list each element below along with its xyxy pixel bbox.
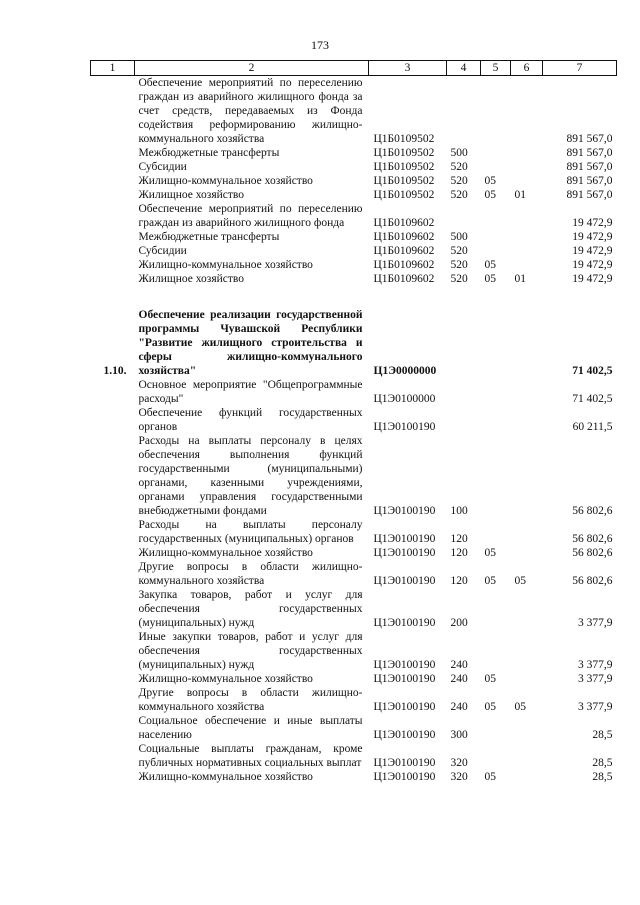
row-name: Межбюджетные трансферты	[138, 147, 280, 159]
amount: 3 377,9	[578, 659, 613, 671]
section	[481, 714, 511, 742]
subsection	[511, 546, 543, 560]
row-name: Другие вопросы в области жилищно-коммунального хозяйства	[138, 687, 363, 713]
row-number	[91, 714, 135, 742]
section	[481, 434, 511, 518]
amount: 71 402,5	[572, 365, 613, 377]
amount: 891 567,0	[566, 133, 613, 145]
table-row	[91, 686, 617, 714]
subsection	[511, 434, 543, 518]
target-code: Ц1Э0100190	[373, 729, 436, 741]
section: 05	[484, 273, 496, 285]
amount: 3 377,9	[578, 701, 613, 713]
amount: 19 472,9	[572, 259, 613, 271]
row-name: Жилищно-коммунальное хозяйство	[138, 673, 313, 685]
expense-type	[447, 378, 481, 406]
table-row	[91, 672, 617, 686]
amount: 891 567,0	[566, 175, 613, 187]
amount: 891 567,0	[566, 189, 613, 201]
subsection	[511, 146, 543, 160]
expense-type: 520	[450, 245, 468, 257]
row-name: Социальные выплаты гражданам, кроме публичных нормативных социальных выплат	[138, 743, 363, 769]
amount: 28,5	[592, 757, 613, 769]
expense-type: 520	[450, 259, 468, 271]
subsection	[511, 174, 543, 188]
subsection	[511, 518, 543, 546]
row-number	[91, 686, 135, 714]
target-code: Ц1Б0109602	[373, 231, 435, 243]
target-code: Ц1Б0109602	[373, 273, 435, 285]
row-number	[91, 546, 135, 560]
table-row	[91, 160, 617, 174]
table-row	[91, 406, 617, 434]
budget-table-wrapper	[90, 60, 616, 784]
subsection	[511, 588, 543, 630]
row-number	[91, 378, 135, 406]
expense-type: 320	[450, 757, 468, 769]
row-name: Жилищное хозяйство	[138, 273, 245, 285]
section: 05	[484, 771, 496, 783]
row-name: Жилищно-коммунальное хозяйство	[138, 259, 313, 271]
row-name: Жилищно-коммунальное хозяйство	[138, 547, 313, 559]
row-name: Другие вопросы в области жилищно-коммунального хозяйства	[138, 561, 363, 587]
expense-type	[447, 202, 481, 230]
expense-type: 520	[450, 189, 468, 201]
row-number	[91, 406, 135, 434]
subsection: 05	[514, 701, 526, 713]
expense-type: 240	[450, 701, 468, 713]
row-number	[91, 244, 135, 258]
amount: 19 472,9	[572, 245, 613, 257]
expense-type: 520	[450, 175, 468, 187]
header-cell-3: 3	[369, 61, 447, 76]
subsection: 01	[514, 189, 526, 201]
table-row	[91, 434, 617, 518]
table-row	[91, 230, 617, 244]
expense-type: 100	[450, 505, 468, 517]
row-number	[91, 76, 135, 147]
target-code: Ц1Э0100190	[373, 575, 436, 587]
expense-type: 200	[450, 617, 468, 629]
row-name: Субсидии	[138, 245, 187, 257]
row-name: Субсидии	[138, 161, 187, 173]
section	[481, 160, 511, 174]
row-name: Межбюджетные трансферты	[138, 231, 280, 243]
subsection	[511, 406, 543, 434]
target-code: Ц1Э0100190	[373, 771, 436, 783]
section	[481, 378, 511, 406]
section	[481, 76, 511, 147]
row-name: Обеспечение мероприятий по переселению граждан из аварийного жилищного фонда	[138, 203, 363, 229]
header-cell-2: 2	[135, 61, 369, 76]
page-number: 173	[311, 38, 329, 52]
table-row	[91, 378, 617, 406]
subsection	[511, 630, 543, 672]
section: 05	[484, 673, 496, 685]
row-name: Закупка товаров, работ и услуг для обеспечения государственных (муниципальных) нужд	[138, 589, 363, 629]
amount: 3 377,9	[578, 673, 613, 685]
table-row	[91, 188, 617, 202]
amount: 3 377,9	[578, 617, 613, 629]
expense-type: 240	[450, 659, 468, 671]
header-cell-5: 5	[481, 61, 511, 76]
row-number	[91, 230, 135, 244]
section	[481, 146, 511, 160]
row-name: Социальное обеспечение и иные выплаты населению	[138, 715, 363, 741]
target-code: Ц1Э0100190	[373, 505, 436, 517]
spacer-cell	[91, 286, 617, 308]
row-number	[91, 742, 135, 770]
section: 05	[484, 189, 496, 201]
section	[481, 742, 511, 770]
table-row	[91, 588, 617, 630]
row-number	[91, 672, 135, 686]
table-body	[91, 76, 617, 785]
expense-type: 120	[450, 547, 468, 559]
amount: 28,5	[592, 729, 613, 741]
target-code: Ц1Б0109502	[373, 147, 435, 159]
table-row	[91, 714, 617, 742]
expense-type: 120	[450, 575, 468, 587]
section	[481, 406, 511, 434]
expense-type: 520	[450, 161, 468, 173]
row-number	[91, 434, 135, 518]
amount: 56 802,6	[572, 547, 613, 559]
expense-type: 500	[450, 231, 468, 243]
row-number	[91, 272, 135, 286]
section: 05	[484, 575, 496, 587]
table-row	[91, 630, 617, 672]
target-code: Ц1Б0109602	[373, 217, 435, 229]
subsection	[511, 378, 543, 406]
target-code: Ц1Э0100190	[373, 673, 436, 685]
header-row	[91, 61, 617, 76]
table-row	[91, 742, 617, 770]
target-code: Ц1Э0100190	[373, 617, 436, 629]
amount: 60 211,5	[572, 421, 613, 433]
subsection: 05	[514, 575, 526, 587]
subsection	[511, 76, 543, 147]
expense-type: 320	[450, 771, 468, 783]
target-code: Ц1Э0100190	[373, 547, 436, 559]
row-number	[91, 770, 135, 784]
subsection	[511, 258, 543, 272]
amount: 891 567,0	[566, 147, 613, 159]
subsection	[511, 714, 543, 742]
subsection	[511, 160, 543, 174]
section	[481, 244, 511, 258]
row-number	[91, 630, 135, 672]
row-number	[91, 258, 135, 272]
target-code: Ц1Э0100190	[373, 659, 436, 671]
row-number	[91, 160, 135, 174]
target-code: Ц1Б0109602	[373, 259, 435, 271]
subsection	[511, 202, 543, 230]
amount: 56 802,6	[572, 505, 613, 517]
expense-type: 500	[450, 147, 468, 159]
row-name: Основное мероприятие "Общепрограммные расходы"	[138, 379, 363, 405]
row-name: Жилищно-коммунальное хозяйство	[138, 771, 313, 783]
spacer-row	[91, 286, 617, 308]
row-number	[91, 174, 135, 188]
amount: 56 802,6	[572, 575, 613, 587]
table-row	[91, 258, 617, 272]
row-name: Жилищно-коммунальное хозяйство	[138, 175, 313, 187]
section	[481, 518, 511, 546]
section	[481, 588, 511, 630]
header-cell-6: 6	[511, 61, 543, 76]
budget-table	[90, 60, 617, 784]
table-row	[91, 76, 617, 147]
table-row	[91, 560, 617, 588]
table-row	[91, 308, 617, 378]
row-number	[91, 188, 135, 202]
subsection	[511, 770, 543, 784]
expense-type: 520	[450, 273, 468, 285]
section	[481, 230, 511, 244]
expense-type: 300	[450, 729, 468, 741]
section: 05	[484, 701, 496, 713]
table-row	[91, 770, 617, 784]
row-number	[91, 560, 135, 588]
target-code: Ц1Б0109502	[373, 133, 435, 145]
target-code: Ц1Б0109502	[373, 161, 435, 173]
target-code: Ц1Э0100190	[373, 533, 436, 545]
row-number	[91, 202, 135, 230]
subsection	[511, 672, 543, 686]
table-row	[91, 272, 617, 286]
expense-type: 240	[450, 673, 468, 685]
target-code: Ц1Э0100190	[373, 701, 436, 713]
amount: 19 472,9	[572, 217, 613, 229]
amount: 19 472,9	[572, 273, 613, 285]
header-cell-7: 7	[543, 61, 617, 76]
expense-type	[447, 76, 481, 147]
section	[481, 202, 511, 230]
target-code: Ц1Э0000000	[373, 365, 437, 377]
expense-type	[447, 308, 481, 378]
table-header	[91, 61, 617, 76]
target-code: Ц1Э0100000	[373, 393, 436, 405]
subsection	[511, 308, 543, 378]
section: 05	[484, 547, 496, 559]
target-code: Ц1Э0100190	[373, 421, 436, 433]
row-name: Жилищное хозяйство	[138, 189, 245, 201]
amount: 19 472,9	[572, 231, 613, 243]
section	[481, 630, 511, 672]
table-row	[91, 174, 617, 188]
subsection: 01	[514, 273, 526, 285]
header-cell-4: 4	[447, 61, 481, 76]
section: 05	[484, 175, 496, 187]
row-name: Обеспечение реализации государственной программы Чувашской Республики "Развитие жилищного строительства и сферы жилищно-коммунального хозяйства"	[138, 309, 363, 377]
table-row	[91, 146, 617, 160]
table-row	[91, 202, 617, 230]
section: 05	[484, 259, 496, 271]
target-code: Ц1Б0109602	[373, 245, 435, 257]
row-number	[91, 588, 135, 630]
row-name: Обеспечение функций государственных органов	[138, 407, 363, 433]
target-code: Ц1Б0109502	[373, 189, 435, 201]
subsection	[511, 742, 543, 770]
target-code: Ц1Б0109502	[373, 175, 435, 187]
amount: 28,5	[592, 771, 613, 783]
amount: 891 567,0	[566, 161, 613, 173]
table-row	[91, 244, 617, 258]
row-number: 1.10.	[103, 365, 127, 377]
row-number	[91, 146, 135, 160]
row-name: Расходы на выплаты персоналу в целях обеспечения выполнения функций государственными (муниципальными) органами, казенными учреждениями, органами управления государственными внебюджетными фондами	[138, 435, 363, 517]
row-number	[91, 518, 135, 546]
row-name: Расходы на выплаты персоналу государственных (муниципальных) органов	[138, 519, 363, 545]
subsection	[511, 230, 543, 244]
header-cell-1: 1	[91, 61, 135, 76]
row-name: Иные закупки товаров, работ и услуг для обеспечения государственных (муниципальных) нужд	[138, 631, 363, 671]
target-code: Ц1Э0100190	[373, 757, 436, 769]
row-name: Обеспечение мероприятий по переселению граждан из аварийного жилищного фонда за счет средств, передаваемых из Фонда содействия реформированию жилищно-коммунального хозяйства	[138, 77, 363, 145]
table-row	[91, 546, 617, 560]
amount: 56 802,6	[572, 533, 613, 545]
table-row	[91, 518, 617, 546]
amount: 71 402,5	[572, 393, 613, 405]
subsection	[511, 244, 543, 258]
expense-type	[447, 406, 481, 434]
section	[481, 308, 511, 378]
expense-type: 120	[450, 533, 468, 545]
